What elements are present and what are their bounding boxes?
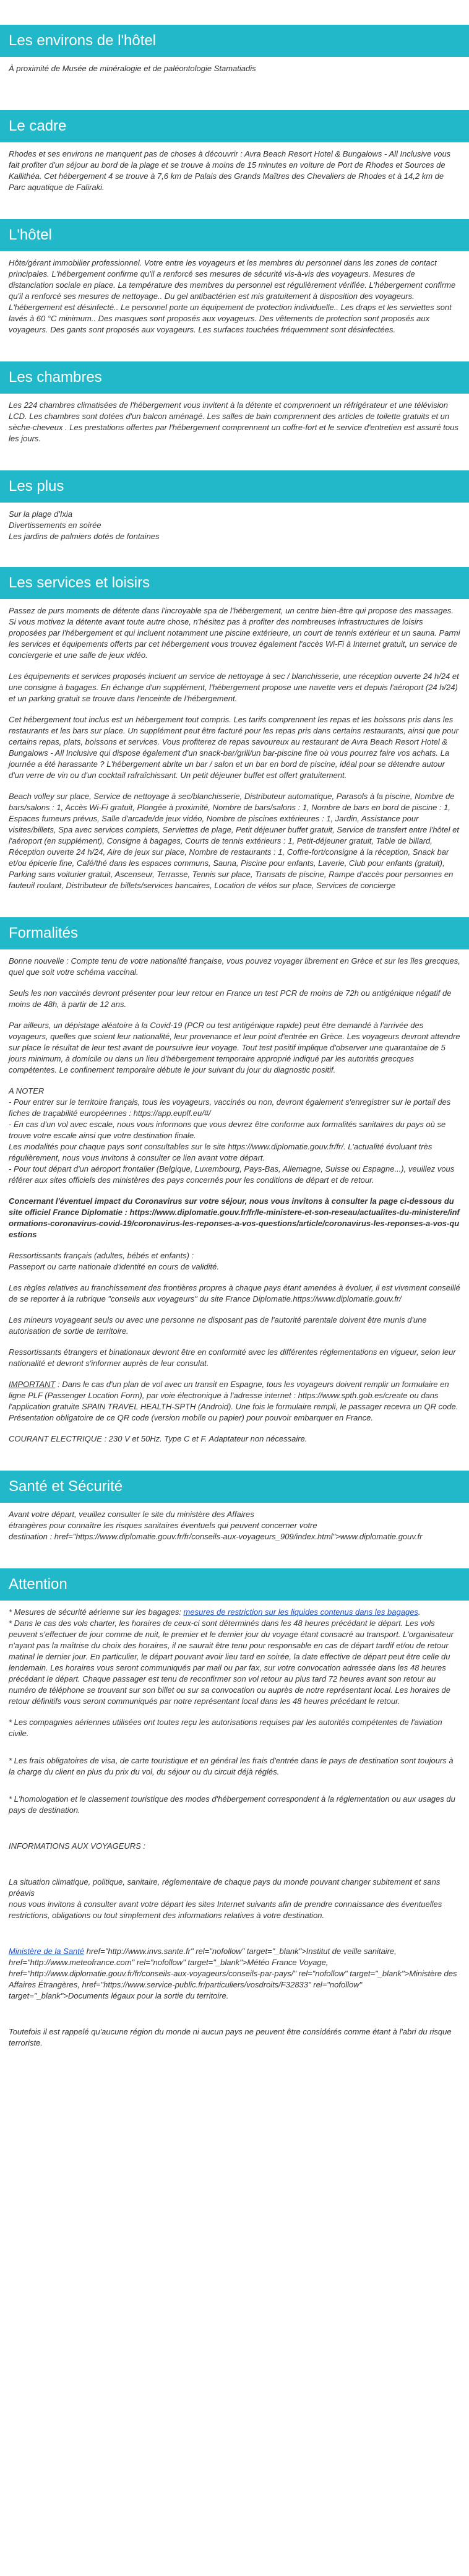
formalites-text: Seuls les non vaccinés devront présenter pour leur retour en France un test PCR de moins de 72h ou antigénique négatif de moins de 48h, à partir de 12 ans. bbox=[9, 988, 452, 1009]
section-cadre bbox=[0, 110, 469, 193]
section-title: Attention bbox=[0, 1568, 469, 1601]
spacer bbox=[0, 901, 469, 917]
courant-text: COURANT ELECTRIQUE : 230 V et 50Hz. Type C et F. Adaptateur non nécessaire. bbox=[9, 1434, 308, 1443]
ressortissants-line: Ressortissants français (adultes, bébés et enfants) : bbox=[9, 1251, 194, 1260]
loisirs-paragraph: Beach volley sur place, Service de nettoyage à sec/blanchisserie, Distributeur automatique, Parasols à la piscine, Nombre de bars/salons : 1, Accès Wi-Fi gratuit, Plongée à proximité, Nombre de bars/salons : 1, Nombre de bars en bord de piscine : 1, Espaces fumeurs prévus, Salle d'arcade/de jeux vidéo, Nombre de piscines extérieures : 1, Jardin, Assistance pour visites/billets, Spa avec services complets, Serviettes de plage, Petit déjeuner buffet gratuit, Service de transfert entre l'hôtel et l'aéroport (en supplément), Consigne à bagages, Courts de tennis extérieurs : 1, Petit-déjeuner gratuit, Table de billard, Réception ouverte 24 h/24, Aire de jeux sur place, Nombre de restaurants : 1, Coffre-fort/consigne à la réception, Snack bar et/ou épicerie fine, Café/thé dans les espaces communs, Sauna, Piscine pour enfants, Laverie, Club pour enfants (gratuit), Parking sans voiturier gratuit, Ascenseur, Terrasse, Tennis sur place, Transats de piscine, Rampe d'accès pour personnes en fauteuil roulant, Distributeur de billets/services bancaires, Location de vélos sur place, Services de concierge bbox=[9, 792, 459, 890]
section-body bbox=[0, 1503, 469, 1542]
section-title: Le cadre bbox=[0, 110, 469, 142]
situation-text: La situation climatique, politique, sanitaire, réglementaire de chaque pays du monde pouvant changer subitement et sans préavis bbox=[9, 1877, 441, 1898]
plus-item: Les jardins de palmiers dotés de fontaines bbox=[9, 532, 160, 541]
environs-text: À proximité de Musée de minéralogie et de paléontologie Stamatiadis bbox=[9, 64, 256, 73]
section-chambres bbox=[0, 361, 469, 444]
section-body bbox=[0, 1601, 469, 2049]
section-sante bbox=[0, 1471, 469, 1542]
section-environs bbox=[0, 0, 469, 74]
spacer bbox=[0, 1552, 469, 1568]
important-label: IMPORTANT bbox=[9, 1380, 56, 1389]
liens-block bbox=[9, 1946, 460, 2002]
section-body bbox=[0, 57, 469, 74]
important-block bbox=[9, 1379, 460, 1424]
attention-text: * L'homologation et le classement touristique des modes d'hébergement correspondent à la réglementation ou aux usages du pays de destination. bbox=[9, 1794, 455, 1815]
attention-text: * Les frais obligatoires de visa, de carte touristique et en général les frais d'entrée dans le pays de destination sont toujours à la charge du client en plus du prix du vol, du séjour ou du circuit déjà réglés. bbox=[9, 1756, 454, 1776]
formalites-text: Bonne nouvelle : Compte tenu de votre nationalité française, vous pouvez voyager librement en Grèce et sur les îles grecques, quel que soit votre schéma vaccinal. bbox=[9, 956, 460, 977]
section-body bbox=[0, 599, 469, 891]
plus-item: Sur la plage d'Ixia bbox=[9, 509, 72, 519]
sante-line: destination : href="https://www.diplomatie.gouv.fr/fr/conseils-aux-voyageurs_909/index.html">www.diplomatie.gouv.fr bbox=[9, 1532, 423, 1541]
section-title: L'hôtel bbox=[0, 219, 469, 251]
loisirs-paragraph: Les équipements et services proposés incluent un service de nettoyage à sec / blanchisserie, une réception ouverte 24 h/24 et une consigne à bagages. En échange d'un supplément, l'hébergement propose une navette vers et depuis l'aéroport (24 h/24) et un parking gratuit se trouve dans l'enceinte de l'hébergement. bbox=[9, 672, 459, 703]
formalites-text: Les règles relatives au franchissement des frontières propres à chaque pays étant amenées à évoluer, il est vivement conseillé de se reporter à la rubrique "conseils aux voyageurs" du site France Diplomatie.https://www.diplomatie.gouv.fr/ bbox=[9, 1283, 460, 1303]
cadre-text: Rhodes et ses environs ne manquent pas de choses à découvrir : Avra Beach Resort Hotel & Bungalows - All Inclusive vous fait profiter d'un séjour au bord de la plage et se trouve à moins de 15 minutes en voiture de Port de Rhodes et Sources de Kallithéa. Cet hébergement 4 se trouve à 7,6 km de Palais des Grands Maîtres des Chevaliers de Rhodes et à 14,2 km de Parc aquatique de Faliraki. bbox=[9, 149, 451, 192]
a-noter-line: Les modalités pour chaque pays sont consultables sur le site https://www.diplomatie.gouv.fr/fr/. L'actualité évoluant très régulièrement, nous vous invitons à consulter ce lien avant votre départ. bbox=[9, 1142, 432, 1162]
a-noter-line: - Pour tout départ d'un aéroport frontalier (Belgique, Luxembourg, Pays-Bas, Allemagne, Suisse ou Espagne...), veuillez vous référer aux sites officiels des ministères des pays concernés pour les conditions de départ et de retour. bbox=[9, 1164, 455, 1185]
section-title: Les environs de l'hôtel bbox=[0, 25, 469, 57]
coronavirus-link[interactable]: https://www.diplomatie.gouv.fr/fr/le-ministere-et-son-reseau/actualites-du-ministere/informations-coronavirus-covid-19/coronavirus-les-reponses-a-vos-questions/article/coronavirus-les-reponses-a-vos-questions bbox=[9, 1208, 460, 1239]
section-plus bbox=[0, 470, 469, 542]
section-body bbox=[0, 394, 469, 444]
formalites-text: Par ailleurs, un dépistage aléatoire à la Covid-19 (PCR ou test antigénique rapide) peut être demandé à l'arrivée des voyageurs, quelles que soient leur nationalité, leur provenance et leur point d'entrée en Grèce. Les voyageurs devront attendre sur place le résultat de leur test avant de poursuivre leur voyage. Tout test positif implique d'observer une quarantaine de 5 jours minimum, à domicile ou dans un lieu d'hébergement temporaire approprié indiqué par les autorités grecques compétentes. Le confinement temporaire débute le jour suivant du jour du diagnostic positif. bbox=[9, 1021, 460, 1074]
section-title: Santé et Sécurité bbox=[0, 1471, 469, 1503]
coronavirus-block bbox=[9, 1196, 460, 1240]
section-body bbox=[0, 251, 469, 335]
loisirs-paragraph: Passez de purs moments de détente dans l'incroyable spa de l'hébergement, un centre bien-être qui propose des massages. Si vous motivez la détente avant toute autre chose, n'hésitez pas à profiter des nombreuses infrastructures de loisirs proposées par l'hébergement et qui incluent notamment une piscine extérieure, un court de tennis extérieur et un sauna. Parmi les services et équipements offerts par cet hébergement vous trouvez également l'accès Wi-Fi à Internet gratuit, un service de conciergerie et une salle de jeux vidéo. bbox=[9, 606, 460, 660]
liens-text: href="http://www.invs.sante.fr" rel="nofollow" target="_blank">Institut de veille sanitaire, href="http://www.meteofrance.com" rel="nofollow" target="_blank">Météo France Voyage, href="http://www.diplomatie.gouv.fr/fr/conseils-aux-voyageurs/conseils-par-pays/" rel="nofollow" target="_blank">Ministère des Affaires Étrangères, href="https://www.service-public.fr/particuliers/vosdroits/F32833" rel="nofollow" target="_blank">Documents légaux pour la sortie du territoire. bbox=[9, 1947, 457, 2000]
ressortissants-block bbox=[9, 1250, 460, 1273]
terrorisme-text: Toutefois il est rappelé qu'aucune région du monde ni aucun pays ne peuvent être considérés comme étant à l'abri du risque terroriste. bbox=[9, 2027, 452, 2047]
section-body bbox=[0, 142, 469, 193]
formalites-text: Ressortissants étrangers et binationaux devront être en conformité avec les différentes réglementations en vigueur, selon leur nationalité et devront s'informer auprès de leur consulat. bbox=[9, 1347, 456, 1368]
section-loisirs bbox=[0, 567, 469, 891]
spacer bbox=[0, 345, 469, 361]
spacer bbox=[0, 84, 469, 110]
hotel-text: Hôte/gérant immobilier professionnel. Votre entre les voyageurs et les membres du personnel dans les zones de contact principales. L'hébergement confirme qu'il a renforcé ses mesures de sécurité vis-à-vis des voyageurs. Mesures de distanciation sociale en place. La température des membres du personnel est régulièrement vérifiée. L'hébergement confirme qu'il a renforcé ses mesures de nettoyage.. Du gel antibactérien est mis gratuitement à disposition des voyageurs. L'hébergement est désinfecté.. Le personnel porte un équipement de protection individuelle.. Les draps et les serviettes sont lavés à 60 °C minimum.. Des masques sont proposés aux voyageurs. Des vêtements de protection sont proposés aux voyageurs. Des gants sont proposés aux voyageurs. Les surfaces touchées fréquemment sont désinfectées. bbox=[9, 258, 456, 334]
a-noter-line: - En cas d'un vol avec escale, nous vous informons que vous devrez être conforme aux formalités sanitaires du pays où se trouve votre escale ainsi que votre destination finale. bbox=[9, 1120, 446, 1140]
bagages-suffix: . bbox=[418, 1607, 421, 1617]
coronavirus-text: Concernant l'éventuel impact du Coronavirus sur votre séjour, nous vous invitons à consulter la page ci-dessous du site officiel France Diplomatie : bbox=[9, 1196, 454, 1217]
a-noter-block bbox=[9, 1086, 460, 1186]
sante-line: étrangères pour connaître les risques sanitaires éventuels qui peuvent concerner votre bbox=[9, 1521, 317, 1530]
section-body bbox=[0, 949, 469, 1445]
section-title: Les chambres bbox=[0, 361, 469, 394]
spacer bbox=[0, 203, 469, 219]
spacer bbox=[0, 454, 469, 470]
situation-text-2: nous vous invitons à consulter avant votre départ les sites Internet suivants afin de prendre connaissance des éventuelles restrictions, obligations ou tout simplement des informations relatives à votre destination. bbox=[9, 1900, 442, 1920]
section-title: Les services et loisirs bbox=[0, 567, 469, 599]
attention-text: * Les compagnies aériennes utilisées ont toutes reçu les autorisations requises par les autorités compétentes de l'aviation civile. bbox=[9, 1718, 442, 1738]
bagages-text: * Mesures de sécurité aérienne sur les bagages: bbox=[9, 1607, 184, 1617]
important-text: : Dans le cas d'un plan de vol avec un transit en Espagne, tous les voyageurs doivent remplir un formulaire en ligne PLF (Passenger Location Form), par voie électronique à l'adresse internet : https://www.spth.gob.es/create ou dans l'application gratuite SPAIN TRAVEL HEALTH-SPTH (Android). Une fois le formulaire rempli, le passager recevra un QR code. Présentation obligatoire de ce QR code (version mobile ou papier) pour pouvoir embarquer en France. bbox=[9, 1380, 458, 1422]
formalites-text: Les mineurs voyageant seuls ou avec une personne ne disposant pas de l'autorité parentale doivent être munis d'une autorisation de sortie de territoire. bbox=[9, 1315, 427, 1336]
spacer bbox=[0, 1454, 469, 1471]
section-attention bbox=[0, 1568, 469, 2049]
ressortissants-line: Passeport ou carte nationale d'identité en cours de validité. bbox=[9, 1262, 219, 1271]
ministere-sante-link[interactable]: Ministère de la Santé bbox=[9, 1947, 85, 1956]
section-hotel bbox=[0, 219, 469, 335]
a-noter-line: - Pour entrer sur le territoire français, tous les voyageurs, vaccinés ou non, devront également s'enregistrer sur le portail des fiches de traçabilité européennes : https://app.euplf.eu/#/ bbox=[9, 1097, 451, 1118]
sante-line: Avant votre départ, veuillez consulter le site du ministère des Affaires bbox=[9, 1510, 254, 1519]
loisirs-paragraph: Cet hébergement tout inclus est un hébergement tout compris. Les tarifs comprennent les repas et les boissons pris dans les restaurants et les bars sur place. Un supplément peut être facturé pour les repas pris dans certains restaurants, ainsi que pour certains repas, plats, boissons et services. Vous profiterez de repas savoureux au restaurant de Avra Beach Resort Hotel & Bungalows - All Inclusive qui dispose également d'un snack-bar/grill/un bar-piscine fine où vous pourrez faire vos achats. La journée a été harassante ? L'hébergement abrite un bar / salon et un bar en bord de piscine, idéal pour se détendre autour d'un verre de vin ou d'un cocktail rafraîchissant. Un petit déjeuner buffet est offert gratuitement. bbox=[9, 715, 458, 780]
section-title: Les plus bbox=[0, 470, 469, 503]
charter-text: * Dans le cas des vols charter, les horaires de ceux-ci sont déterminés dans les 48 heures précédant le départ. Les vols peuvent s'effectuer de jour comme de nuit, le premier et le dernier jour du voyage étant consacré au transport. L'organisateur n'ayant pas la maîtrise du choix des horaires, il ne saurait être tenu pour responsable en cas de départ tardif et/ou de retour matinal le dernier jour. En particulier, le départ pouvant avoir lieu tard en soirée, la date effective de départ peut être celle du lendemain. Les horaires vous seront communiqués par mail ou par fax, sur votre convocation adressée dans les 48 heures précédant le départ. Chaque passager est tenu de reconfirmer son vol retour au plus tard 72 heures avant son retour au numéro de téléphone se trouvant sur son billet ou sur sa convocation ou auprès de notre représentant local. Les horaires de retour définitifs vous seront communiqués par notre représentant local dans les 48 heures précédant le retour. bbox=[9, 1619, 454, 1706]
situation-block bbox=[9, 1877, 460, 1921]
section-body bbox=[0, 503, 469, 542]
a-noter-title: A NOTER bbox=[9, 1086, 45, 1096]
section-title: Formalités bbox=[0, 917, 469, 949]
section-formalites bbox=[0, 917, 469, 1445]
spacer bbox=[0, 542, 469, 567]
sante-block bbox=[9, 1509, 460, 1542]
infos-voyageurs-title: INFORMATIONS AUX VOYAGEURS : bbox=[9, 1841, 146, 1851]
liquides-link[interactable]: mesures de restriction sur les liquides contenus dans les bagages bbox=[183, 1607, 418, 1617]
bagages-block bbox=[9, 1607, 460, 1707]
chambres-text: Les 224 chambres climatisées de l'hébergement vous invitent à la détente et comprennent un réfrigérateur et une télévision LCD. Les chambres sont dotées d'un balcon aménagé. Les salles de bain comprennent des articles de toilette gratuits et un sèche-cheveux . Les prestations offertes par l'hébergement comprennent un coffre-fort et le service d'entretien est assuré tous les jours. bbox=[9, 400, 458, 443]
plus-item: Divertissements en soirée bbox=[9, 521, 101, 530]
